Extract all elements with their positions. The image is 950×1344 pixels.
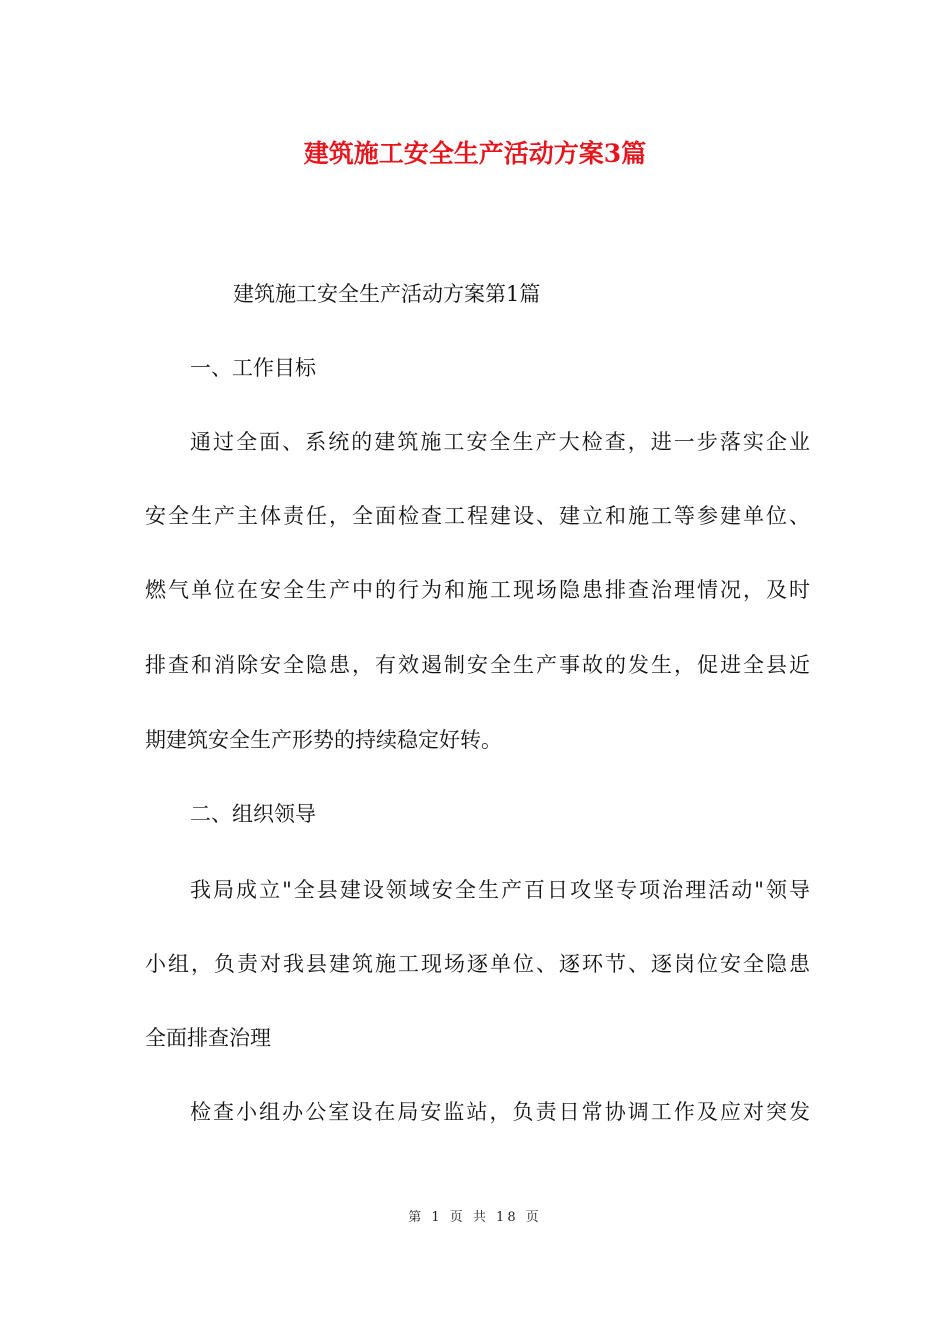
paragraph-line: 燃气单位在安全生产中的行为和施工现场隐患排查治理情况，及时 bbox=[145, 578, 810, 602]
section-heading-plan-1: 建筑施工安全生产活动方案第1篇 bbox=[233, 282, 541, 306]
heading-organization: 二、组织领导 bbox=[190, 802, 316, 826]
paragraph-line: 检查小组办公室设在局安监站，负责日常协调工作及应对突发 bbox=[190, 1100, 810, 1124]
paragraph-line: 安全生产主体责任，全面检查工程建设、建立和施工等参建单位、 bbox=[145, 504, 810, 528]
paragraph-line: 通过全面、系统的建筑施工安全生产大检查，进一步落实企业 bbox=[190, 430, 810, 454]
paragraph-line: 小组，负责对我县建筑施工现场逐单位、逐环节、逐岗位安全隐患 bbox=[145, 952, 810, 976]
paragraph-line: 期建筑安全生产形势的持续稳定好转。 bbox=[145, 728, 502, 752]
paragraph-line: 我局成立"全县建设领域安全生产百日攻坚专项治理活动"领导 bbox=[190, 878, 810, 902]
heading-work-goal: 一、工作目标 bbox=[190, 356, 316, 380]
document-title: 建筑施工安全生产活动方案3篇 bbox=[303, 139, 647, 168]
page-footer: 第 1 页 共 18 页 bbox=[408, 1210, 542, 1225]
paragraph-line: 排查和消除安全隐患，有效遏制安全生产事故的发生，促进全县近 bbox=[145, 653, 810, 677]
paragraph-line: 全面排查治理 bbox=[145, 1026, 271, 1050]
